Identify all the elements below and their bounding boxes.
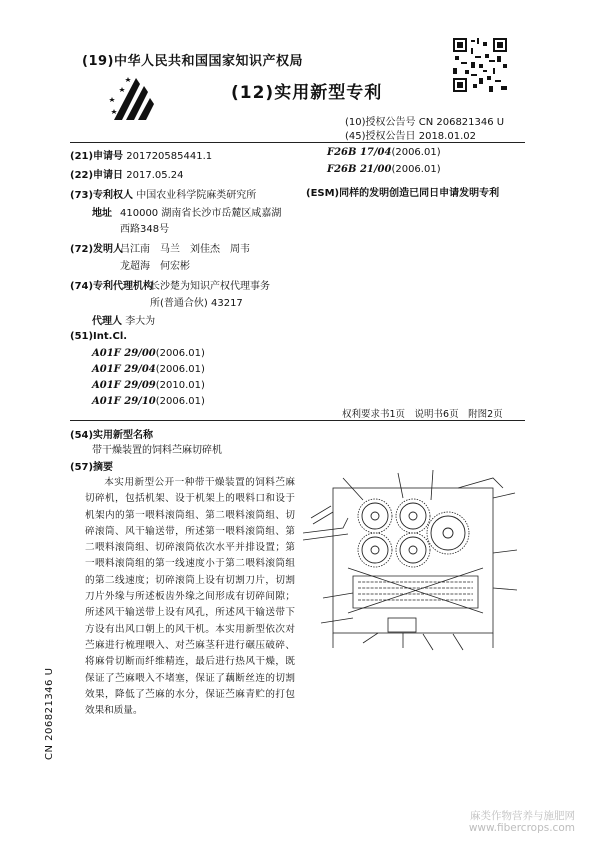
- document-type: (12)实用新型专利: [231, 83, 383, 103]
- header-divider: [70, 142, 525, 143]
- watermark-line-1: 麻类作物营养与施肥网: [470, 810, 575, 822]
- page-counts: 权利要求书1页 说明书6页 附图2页: [342, 409, 503, 420]
- abstract-text: [85, 475, 295, 719]
- esm-note: (ESM)同样的发明创造已同日申请发明专利: [306, 188, 500, 199]
- qr-code-icon: [453, 38, 507, 92]
- pub-date-label: (45)授权公告日: [345, 131, 416, 142]
- agent-label: 代理人: [92, 316, 122, 327]
- side-publication-code: CN 206821346 U: [44, 667, 55, 760]
- watermark-line-2: www.fibercrops.com: [468, 822, 575, 834]
- intcl-item: A01F 29/10(2006.01): [92, 396, 205, 407]
- app-no-label: (21)申请号: [70, 151, 124, 162]
- patentee-label: (73)专利权人: [70, 190, 134, 201]
- biblio-divider: [70, 420, 525, 421]
- filing-date: [70, 166, 184, 181]
- pub-no-label: (10)授权公告号: [345, 117, 416, 128]
- inventors-line-1: 吕江南 马兰 刘佳杰 周韦: [120, 244, 250, 255]
- intcl-right-item: F26B 21/00(2006.01): [327, 164, 441, 175]
- intcl-item: A01F 29/04(2006.01): [92, 364, 205, 375]
- abstract-body: 本实用新型公开一种带干燥装置的饲料苎麻切碎机，包括机架、设于机架上的喂料口和设于机架内的第一喂料滚筒组、第二喂料滚筒组、切碎滚筒、风干输送带，所述第一喂料滚筒组、第二喂料滚筒组、切碎滚筒依次水平并排设置；第一喂料滚筒组的第一线速度小于第二喂料滚筒组的第二线速度；切碎滚筒上设有切割刀片，切割刀片外缘与所述板齿外缘之间形成有切碎间隙；所述风干输送带上设有风孔，所述风干输送带下方设有出风口朝上的风干机。本实用新型依次对苎麻进行梳理喂入、对苎麻茎秆进行碾压破碎、将麻骨切断而纤维精连，最后进行热风干燥，既保证了苎麻喂入不堵塞，保证了藕断丝连的切割效果，降低了苎麻的水分，保证苎麻青贮的打包效果和质量。: [85, 477, 295, 717]
- agency-line-2: 所(普通合伙) 43217: [150, 298, 243, 309]
- agency-label: (74)专利代理机构: [70, 281, 154, 292]
- utility-model-title: 带干燥装置的饲料苎麻切碎机: [92, 445, 222, 456]
- agent: [92, 312, 155, 327]
- publication-date: [345, 127, 476, 142]
- patentee-value: 中国农业科学院麻类研究所: [136, 190, 257, 201]
- machine-drawing: [303, 458, 521, 658]
- agent-value: 李大为: [125, 316, 156, 327]
- office-name: (19)中华人民共和国国家知识产权局: [82, 54, 303, 69]
- intcl-item: A01F 29/09(2010.01): [92, 380, 205, 391]
- cnipa-logo: [104, 72, 162, 128]
- patentee: [70, 186, 256, 201]
- publication-number: [345, 113, 504, 128]
- intcl-label: (51)Int.Cl.: [70, 331, 128, 342]
- pub-no-value: CN 206821346 U: [418, 117, 505, 128]
- inventors-label: (72)发明人: [70, 244, 124, 255]
- agency-line-1: 长沙楚为知识产权代理事务: [150, 281, 270, 292]
- pub-date-value: 2018.01.02: [418, 131, 476, 142]
- abstract-label: (57)摘要: [70, 462, 114, 473]
- app-no-value: 201720585441.1: [126, 151, 213, 162]
- filing-date-label: (22)申请日: [70, 170, 124, 181]
- title-label: (54)实用新型名称: [70, 430, 154, 441]
- intcl-item: A01F 29/00(2006.01): [92, 348, 205, 359]
- inventors-line-2: 龙超海 何宏彬: [120, 261, 190, 272]
- filing-date-value: 2017.05.24: [126, 170, 184, 181]
- address-line-1: 410000 湖南省长沙市岳麓区咸嘉湖: [120, 208, 282, 219]
- address-line-2: 西路348号: [120, 224, 170, 235]
- application-number: [70, 147, 212, 162]
- address-label: 地址: [92, 208, 112, 219]
- intcl-right-item: F26B 17/04(2006.01): [327, 147, 441, 158]
